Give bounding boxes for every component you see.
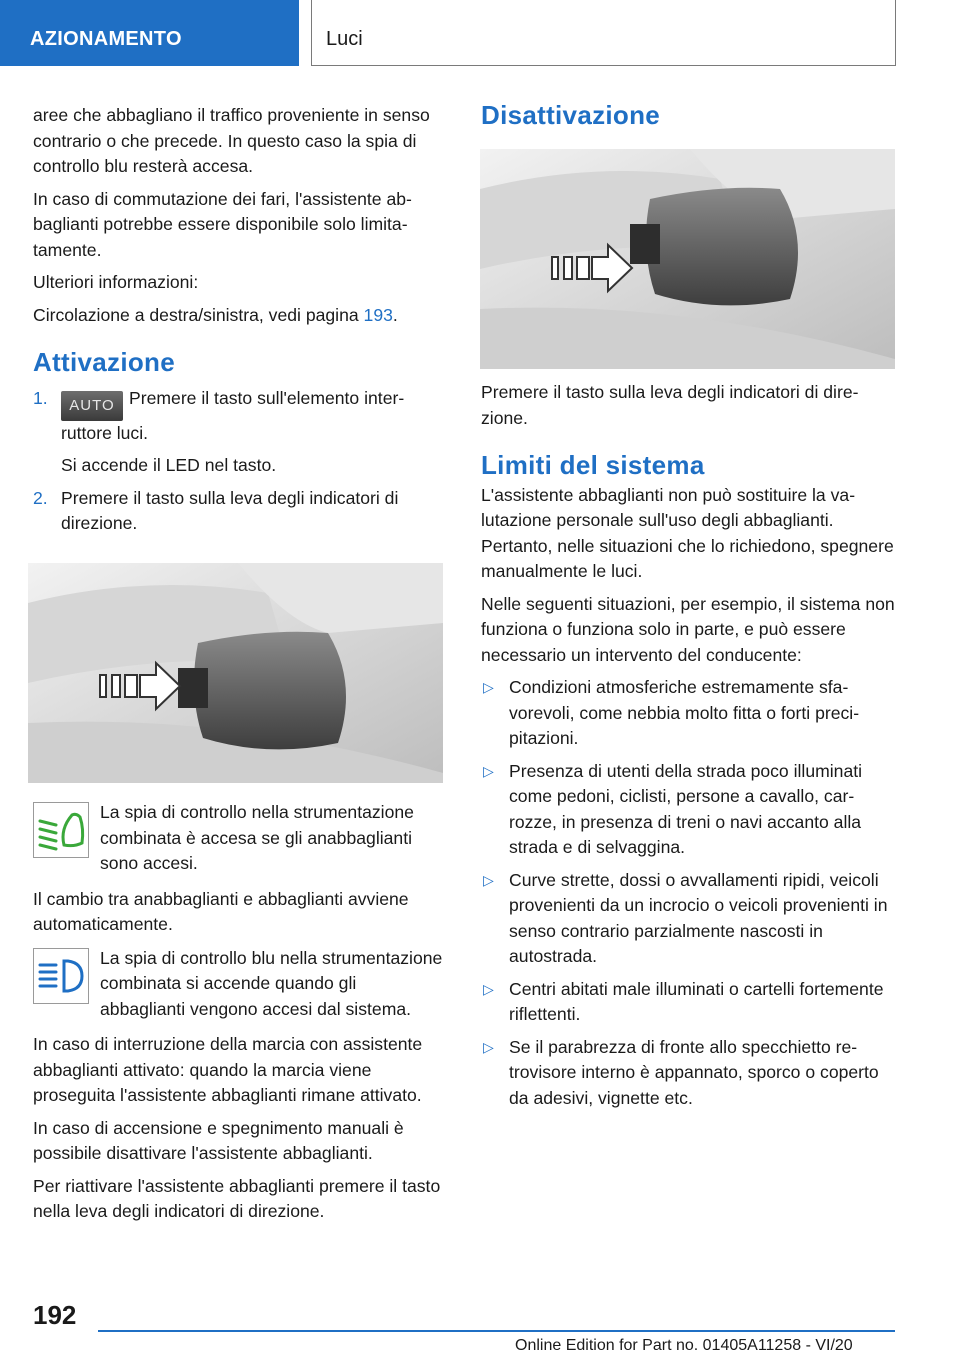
- list-item: [481, 868, 896, 970]
- list-item-text: Centri abitati male illuminati o cartelli fortemente riflettenti.: [509, 978, 884, 1024]
- right-column: [481, 100, 896, 130]
- lever-illustration: [480, 149, 895, 369]
- triangle-bullet-icon: ▷: [483, 1038, 494, 1055]
- list-item-text: Condizioni atmosferiche estremamente sfavorevoli, come nebbia molto fitta o forti precipitazioni.: [509, 677, 860, 748]
- page-number: 192: [33, 1300, 77, 1330]
- paragraph: In caso di accensione e spegnimento manuali è possibile disattivare l'assistente abbaglianti.: [33, 1117, 404, 1163]
- topic-box: [311, 0, 896, 66]
- left-column-lower: [33, 800, 443, 1232]
- paragraph-reference: [33, 303, 443, 329]
- indicator-row: [33, 800, 443, 877]
- edition-text: Online Edition for Part no. 01405A11258 - VI/20: [515, 1337, 853, 1354]
- list-item-text: Se il parabrezza di fronte allo specchietto retrovisore interno è appannato, sporco o coperto da adesivi, vignette etc.: [509, 1036, 879, 1108]
- page-link[interactable]: 193: [363, 304, 393, 325]
- step-subtext-label: Si accende il LED nel tasto.: [61, 455, 277, 475]
- indicator-text: La spia di controllo blu nella strumentazione combinata si accende quando gli abbaglianti vengono accesi dal sistema.: [100, 947, 443, 1019]
- reference-text: Circolazione a destra/sinistra, vedi pagina: [33, 304, 364, 325]
- topic-title: Luci: [326, 28, 363, 50]
- paragraph: Per riattivare l'assistente abbaglianti premere il tasto nella leva degli indicatori di direzione.: [33, 1175, 441, 1221]
- indicator-text: La spia di controllo nella strumentazione combinata è accesa se gli anabbaglianti sono accesi.: [100, 802, 414, 873]
- list-item-text: Curve strette, dossi o avvallamenti ripidi, veicoli provenienti da un incrocio o veicoli provenienti in senso contrario parzialmente nascosti in autostrada.: [509, 869, 888, 966]
- footer-divider: [98, 1330, 895, 1332]
- auto-button-icon: AUTO: [61, 391, 123, 421]
- reference-end: .: [392, 304, 398, 325]
- step-item: [33, 486, 443, 537]
- step-subtext: [33, 453, 443, 479]
- list-item: [481, 759, 896, 861]
- section-tab: [0, 0, 299, 66]
- list-item: [481, 675, 896, 752]
- triangle-bullet-icon: ▷: [483, 980, 494, 997]
- step-text: Premere il tasto sulla leva degli indicatori di direzione.: [61, 487, 399, 533]
- step-item: [33, 386, 443, 447]
- lever-illustration: [28, 563, 443, 783]
- list-item-text: Presenza di utenti della strada poco illuminati come pedoni, ciclisti, persone a cavallo, carrozze, in presenza di treni o navi accanto alla strada e di selvaggina.: [509, 760, 863, 857]
- left-column: [33, 103, 443, 544]
- section-title: AZIONAMENTO: [30, 28, 182, 50]
- step-number: 2.: [33, 487, 48, 508]
- lever-photo-activation: [28, 563, 443, 783]
- paragraph: In caso di commutazione dei fari, l'assistente abbaglianti potrebbe essere disponibile solo limitatamente.: [33, 188, 412, 260]
- triangle-bullet-icon: ▷: [483, 871, 494, 888]
- paragraph: L'assistente abbaglianti non può sostituire la valutazione personale sull'uso degli abbaglianti. Pertanto, nelle situazioni che lo richiedono, spegnere manualmente le luci.: [481, 484, 894, 581]
- high-beam-indicator-icon: [33, 948, 89, 1004]
- step-text: Premere il tasto sull'elemento interruttore luci.: [61, 387, 405, 443]
- heading-limiti: Limiti del sistema: [481, 450, 705, 480]
- triangle-bullet-icon: ▷: [483, 679, 494, 695]
- list-item: [481, 977, 896, 1028]
- paragraph: Ulteriori informazioni:: [33, 272, 199, 292]
- step-number: 1.: [33, 387, 48, 408]
- heading-disattivazione: Disattivazione: [481, 100, 661, 130]
- lever-photo-deactivation: [480, 149, 895, 369]
- paragraph: aree che abbagliano il traffico proveniente in senso contrario o che precede. In questo caso la spia di controllo blu resterà accesa.: [33, 105, 430, 176]
- right-column-lower: [481, 380, 896, 1118]
- paragraph: Il cambio tra anabbaglianti e abbaglianti avviene automaticamente.: [33, 888, 409, 934]
- list-item: [481, 1035, 896, 1112]
- low-beam-indicator-icon: [33, 802, 89, 858]
- paragraph: In caso di interruzione della marcia con assistente abbaglianti attivato: quando la marcia viene proseguita l'assistente abbaglianti rimane attivato.: [33, 1034, 423, 1105]
- indicator-row: [33, 946, 443, 1023]
- triangle-bullet-icon: ▷: [483, 762, 494, 779]
- paragraph: Premere il tasto sulla leva degli indicatori di direzione.: [481, 382, 859, 428]
- heading-attivazione: Attivazione: [33, 347, 175, 377]
- paragraph: Nelle seguenti situazioni, per esempio, il sistema non funziona o funziona solo in parte, e può essere necessario un intervento del conducente:: [481, 593, 895, 665]
